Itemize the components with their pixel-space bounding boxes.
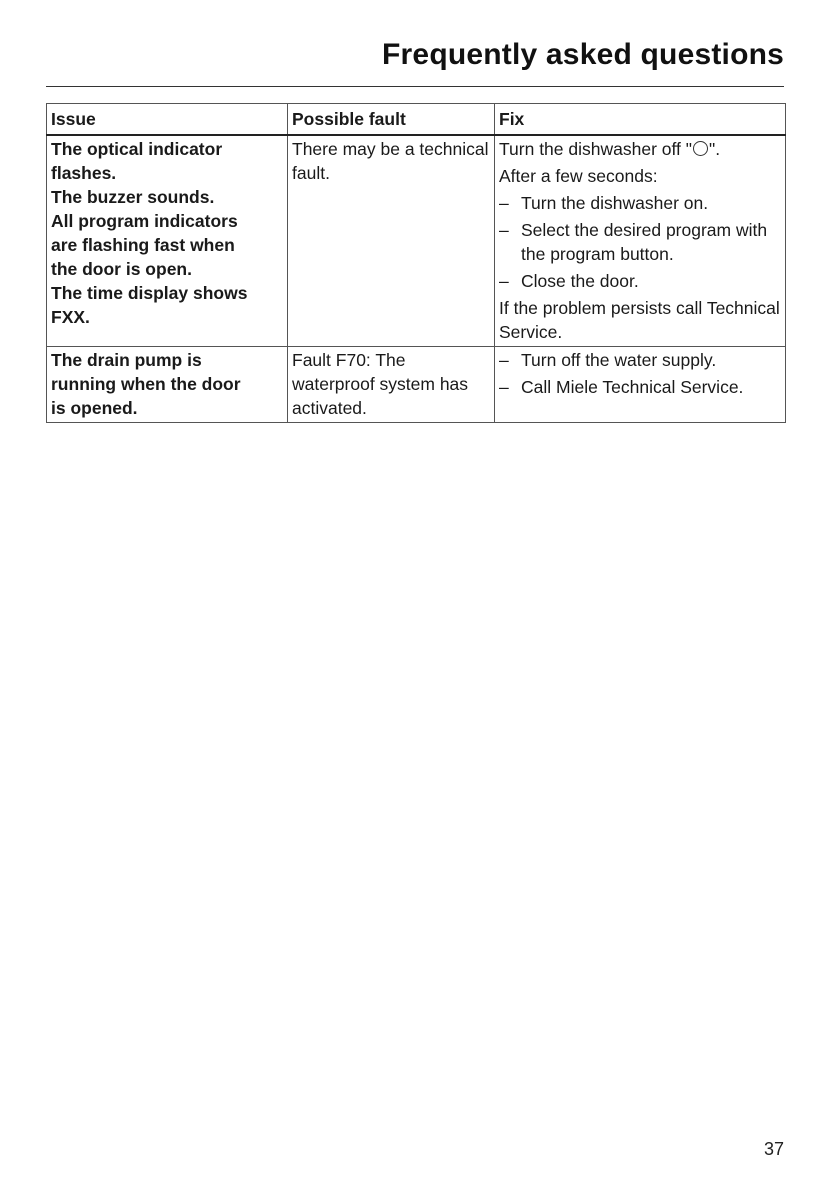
- issue-line: are flashing fast when: [51, 235, 235, 255]
- issue-line: The time display shows: [51, 283, 248, 303]
- fault-cell: [288, 135, 495, 347]
- issue-cell: [47, 135, 288, 347]
- issue-line: the door is open.: [51, 259, 192, 279]
- column-header-fix: Fix: [495, 104, 786, 136]
- issue-line: The drain pump is: [51, 350, 202, 370]
- fault-cell: [288, 347, 495, 423]
- fix-intro: [499, 137, 781, 161]
- table-row: [47, 135, 786, 347]
- dash-bullet: –: [499, 350, 509, 370]
- issue-cell: [47, 347, 288, 423]
- title-rule: [46, 86, 784, 87]
- dash-bullet: –: [499, 193, 509, 213]
- fix-step: [499, 269, 781, 293]
- issue-line: FXX.: [51, 307, 90, 327]
- issue-line: The optical indicator: [51, 139, 223, 159]
- fix-step-text: Turn the dishwasher on.: [521, 193, 709, 213]
- fix-after-text: After a few seconds:: [499, 166, 658, 186]
- issue-line: is opened.: [51, 398, 138, 418]
- issue-line: The buzzer sounds.: [51, 187, 215, 207]
- fix-intro-end: ".: [708, 139, 721, 159]
- fix-cell: [495, 135, 786, 347]
- fix-step-text: Call Miele Technical Service.: [521, 377, 744, 397]
- fix-step: [499, 191, 781, 215]
- fix-cell: [495, 347, 786, 423]
- fix-step-text: Select the desired program with the program button.: [521, 220, 768, 264]
- dash-bullet: –: [499, 377, 509, 397]
- page-title: Frequently asked questions: [382, 38, 784, 71]
- fix-intro-text: Turn the dishwasher off ": [499, 139, 692, 159]
- fix-step: [499, 218, 781, 266]
- faq-table: [46, 103, 786, 423]
- issue-line: running when the door: [51, 374, 241, 394]
- page-number: 37: [763, 1139, 784, 1159]
- fix-step-text: Close the door.: [521, 271, 639, 291]
- table-header-row: [47, 104, 786, 136]
- fault-text: There may be a technical fault.: [292, 139, 489, 183]
- fix-footer: If the problem persists call Technical Service.: [499, 298, 780, 342]
- fix-step: [499, 375, 781, 399]
- table-row: [47, 347, 786, 423]
- power-off-icon: [693, 141, 708, 156]
- issue-line: flashes.: [51, 163, 117, 183]
- column-header-possible-fault: Possible fault: [288, 104, 495, 136]
- fault-text: Fault F70: The waterproof system has activated.: [292, 350, 469, 418]
- column-header-issue: Issue: [47, 104, 288, 136]
- issue-line: All program indicators: [51, 211, 238, 231]
- dash-bullet: –: [499, 220, 509, 240]
- fix-step: [499, 348, 781, 372]
- dash-bullet: –: [499, 271, 509, 291]
- fix-step-text: Turn off the water supply.: [521, 350, 717, 370]
